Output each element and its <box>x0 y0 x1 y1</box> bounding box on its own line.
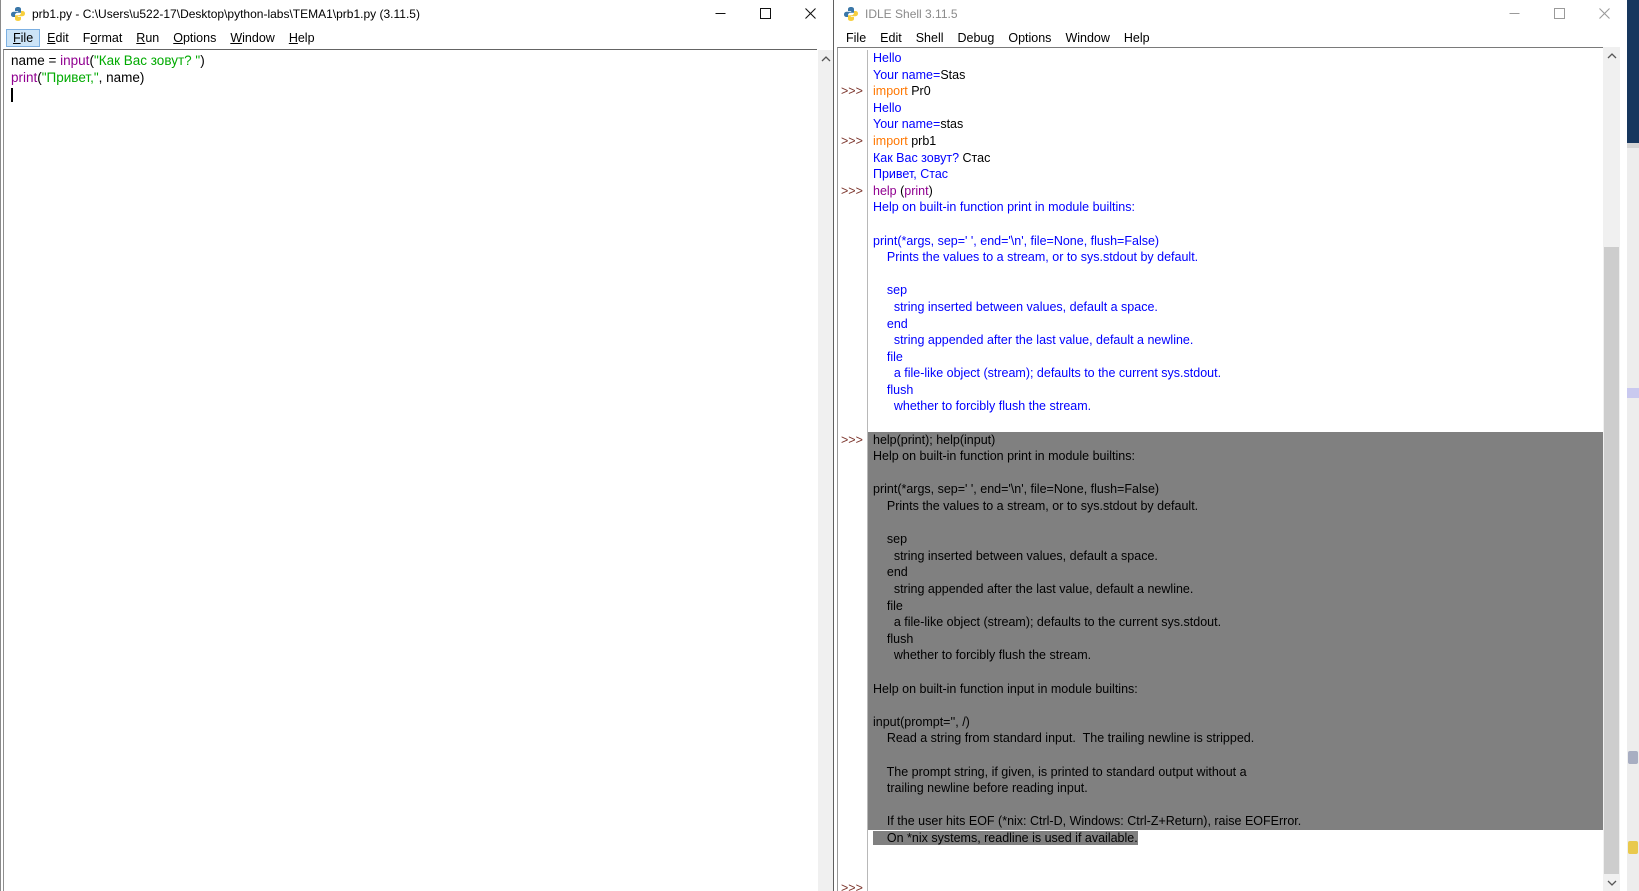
shell-line: Your name=stas <box>838 116 1603 133</box>
shell-line: string appended after the last value, default a newline. <box>838 581 1603 598</box>
prompt-gutter <box>838 764 867 781</box>
shell-line: Your name=Stas <box>838 67 1603 84</box>
prompt-gutter <box>838 282 867 299</box>
prompt-gutter <box>838 813 867 830</box>
shell-window <box>833 0 1627 891</box>
editor-scrollbar[interactable] <box>818 50 834 891</box>
shell-line: Prints the values to a stream, or to sys.stdout by default. <box>838 249 1603 266</box>
background-window-sliver <box>1627 0 1639 891</box>
prompt-gutter <box>838 730 867 747</box>
shell-menu-file[interactable]: File <box>846 31 867 45</box>
shell-line: If the user hits EOF (*nix: Ctrl-D, Windows: Ctrl-Z+Return), raise EOFError. <box>838 813 1603 830</box>
shell-line: sep <box>838 531 1603 548</box>
shell-line <box>838 515 1603 532</box>
scroll-up-icon[interactable] <box>1603 47 1620 64</box>
shell-line <box>838 697 1603 714</box>
shell-line: >>> import prb1 <box>838 133 1603 150</box>
prompt-gutter <box>838 216 867 233</box>
shell-titlebar <box>834 0 1627 27</box>
shell-line: flush <box>838 382 1603 399</box>
editor-close-button[interactable] <box>788 0 833 27</box>
prompt-gutter <box>838 863 867 880</box>
prompt-gutter <box>838 797 867 814</box>
shell-line: string inserted between values, default a space. <box>838 299 1603 316</box>
background-strip-navy <box>1627 0 1639 143</box>
editor-minimize-button[interactable] <box>698 0 743 27</box>
shell-line <box>838 747 1603 764</box>
code-line: name = input("Как Вас зовут? ") <box>11 53 205 68</box>
editor-maximize-button[interactable] <box>743 0 788 27</box>
shell-line: Hello <box>838 50 1603 67</box>
python-file-icon <box>10 6 26 22</box>
shell-line: string appended after the last value, default a newline. <box>838 332 1603 349</box>
shell-line: trailing newline before reading input. <box>838 780 1603 797</box>
prompt-gutter <box>838 116 867 133</box>
prompt-gutter <box>838 515 867 532</box>
prompt-gutter <box>838 233 867 250</box>
prompt-gutter <box>838 830 867 847</box>
prompt-gutter <box>838 631 867 648</box>
editor-window-title: prb1.py - C:\Users\u522-17\Desktop\python-labs\TEMA1\prb1.py (3.11.5) <box>32 7 420 21</box>
prompt-gutter <box>838 249 867 266</box>
shell-line: end <box>838 564 1603 581</box>
shell-line <box>838 847 1603 864</box>
code-line <box>11 86 817 103</box>
scrollbar-thumb[interactable] <box>1604 247 1619 874</box>
prompt-gutter <box>838 448 867 465</box>
background-icon <box>1628 841 1638 854</box>
shell-line: string inserted between values, default a space. <box>838 548 1603 565</box>
prompt-gutter <box>838 847 867 864</box>
shell-menubar <box>834 27 1627 49</box>
shell-line <box>838 415 1603 432</box>
prompt-gutter <box>838 548 867 565</box>
prompt-gutter <box>838 382 867 399</box>
shell-line: Hello <box>838 100 1603 117</box>
scroll-down-icon[interactable] <box>1603 874 1620 891</box>
shell-line: On *nix systems, readline is used if available. <box>838 830 1603 847</box>
shell-line <box>838 863 1603 880</box>
prompt-gutter <box>838 664 867 681</box>
shell-close-button[interactable] <box>1582 0 1627 27</box>
shell-line: Привет, Стас <box>838 166 1603 183</box>
prompt-gutter <box>838 481 867 498</box>
shell-line: >>> help (print) <box>838 183 1603 200</box>
prompt-gutter <box>838 349 867 366</box>
editor-menu-window[interactable]: Window <box>230 31 275 45</box>
editor-menubar <box>1 27 833 49</box>
editor-code-area[interactable] <box>3 49 817 891</box>
shell-line <box>838 797 1603 814</box>
shell-line: print(*args, sep=' ', end='\n', file=None, flush=False) <box>838 233 1603 250</box>
prompt-gutter <box>838 531 867 548</box>
shell-line: file <box>838 598 1603 615</box>
prompt-gutter <box>838 747 867 764</box>
prompt-gutter <box>838 67 867 84</box>
prompt-label: >>> <box>841 183 863 198</box>
shell-line: >>> import Pr0 <box>838 83 1603 100</box>
prompt-gutter <box>838 415 867 432</box>
editor-menu-run[interactable]: Run <box>136 31 160 45</box>
prompt-gutter <box>838 50 867 67</box>
prompt-gutter <box>838 681 867 698</box>
shell-line: print(*args, sep=' ', end='\n', file=None, flush=False) <box>838 481 1603 498</box>
prompt-label: >>> <box>841 880 863 891</box>
shell-line <box>838 216 1603 233</box>
shell-line: Prints the values to a stream, or to sys.stdout by default. <box>838 498 1603 515</box>
prompt-gutter <box>838 299 867 316</box>
editor-titlebar <box>1 0 833 27</box>
prompt-label: >>> <box>841 133 863 148</box>
shell-line <box>838 880 1603 891</box>
shell-maximize-button[interactable] <box>1537 0 1582 27</box>
shell-line: whether to forcibly flush the stream. <box>838 398 1603 415</box>
shell-menu-help[interactable]: Help <box>1123 31 1150 45</box>
prompt-gutter <box>838 598 867 615</box>
prompt-gutter <box>838 199 867 216</box>
prompt-label: >>> <box>841 84 863 99</box>
prompt-gutter <box>838 465 867 482</box>
shell-line: Help on built-in function print in module builtins: <box>838 199 1603 216</box>
shell-line: input(prompt='', /) <box>838 714 1603 731</box>
shell-line: Help on built-in function input in module builtins: <box>838 681 1603 698</box>
editor-menu-format[interactable]: Format <box>82 31 123 45</box>
shell-line <box>838 465 1603 482</box>
shell-scrollbar[interactable] <box>1603 47 1620 891</box>
editor-menu-help[interactable]: Help <box>288 31 315 45</box>
prompt-gutter <box>838 100 867 117</box>
shell-line: flush <box>838 631 1603 648</box>
prompt-gutter <box>838 332 867 349</box>
shell-menu-shell[interactable]: Shell <box>915 31 944 45</box>
shell-menu-options[interactable]: Options <box>1008 31 1052 45</box>
shell-line: whether to forcibly flush the stream. <box>838 647 1603 664</box>
editor-menu-file[interactable]: File <box>6 29 40 47</box>
shell-line: >>> help(print); help(input) <box>838 432 1603 449</box>
shell-line: a file-like object (stream); defaults to the current sys.stdout. <box>838 365 1603 382</box>
shell-line <box>838 664 1603 681</box>
prompt-gutter <box>838 498 867 515</box>
editor-menu-options[interactable]: Options <box>173 31 217 45</box>
prompt-gutter <box>838 266 867 283</box>
prompt-label: >>> <box>841 432 863 447</box>
shell-minimize-button[interactable] <box>1492 0 1537 27</box>
prompt-gutter <box>838 780 867 797</box>
prompt-gutter <box>838 614 867 631</box>
shell-line: file <box>838 349 1603 366</box>
code-line: print("Привет,", name) <box>11 70 145 85</box>
prompt-gutter <box>838 581 867 598</box>
scroll-up-icon[interactable] <box>818 50 834 67</box>
shell-line: end <box>838 316 1603 333</box>
prompt-gutter <box>838 714 867 731</box>
python-icon <box>843 6 859 22</box>
shell-line: Как Вас зовут? Стас <box>838 150 1603 167</box>
shell-text-area[interactable] <box>837 47 1603 891</box>
prompt-gutter <box>838 697 867 714</box>
shell-line <box>838 266 1603 283</box>
shell-menu-edit[interactable]: Edit <box>880 31 902 45</box>
prompt-gutter <box>838 166 867 183</box>
shell-menu-window[interactable]: Window <box>1065 31 1110 45</box>
prompt-gutter <box>838 150 867 167</box>
shell-line: a file-like object (stream); defaults to the current sys.stdout. <box>838 614 1603 631</box>
prompt-gutter <box>838 647 867 664</box>
shell-line: Read a string from standard input. The trailing newline is stripped. <box>838 730 1603 747</box>
shell-line: Help on built-in function print in module builtins: <box>838 448 1603 465</box>
editor-menu-edit[interactable]: Edit <box>47 31 69 45</box>
shell-line: sep <box>838 282 1603 299</box>
text-caret <box>11 88 13 102</box>
prompt-gutter <box>838 564 867 581</box>
background-icon <box>1628 751 1638 764</box>
shell-menu-debug[interactable]: Debug <box>957 31 995 45</box>
shell-window-title: IDLE Shell 3.11.5 <box>865 7 958 21</box>
prompt-gutter <box>838 365 867 382</box>
prompt-gutter <box>838 398 867 415</box>
shell-line: The prompt string, if given, is printed to standard output without a <box>838 764 1603 781</box>
prompt-gutter <box>838 316 867 333</box>
